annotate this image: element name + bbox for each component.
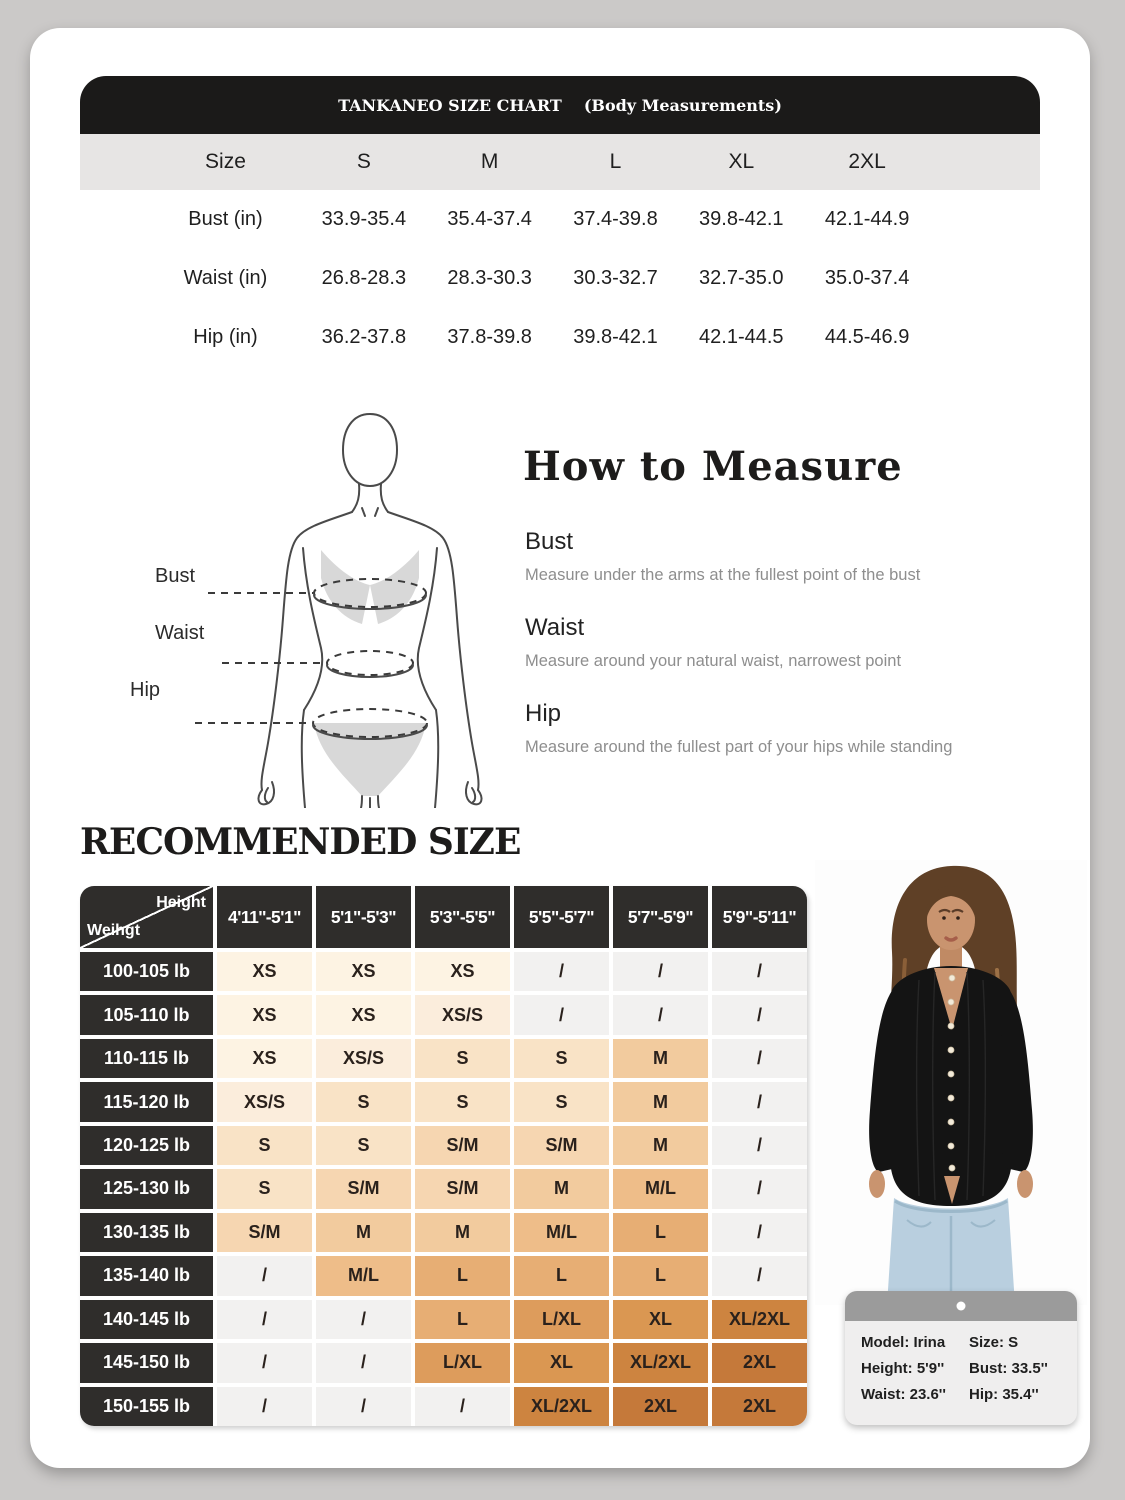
weight-row-header: 110-115 lb (80, 1039, 213, 1078)
measure-item (525, 700, 1025, 757)
measurement-value: 26.8-28.3 (321, 267, 407, 289)
measurement-value: 37.8-39.8 (447, 326, 532, 348)
measurement-value: 32.7-35.0 (699, 267, 784, 289)
size-recommendation-cell: L/XL (514, 1300, 609, 1339)
size-chart-column-header: 2XL (848, 150, 886, 173)
measure-item (525, 614, 1025, 671)
size-chart-column-header: Size (205, 150, 246, 173)
size-recommendation-cell: XL (514, 1343, 609, 1382)
size-recommendation-cell: XL/2XL (613, 1343, 708, 1382)
measurement-value: 44.5-46.9 (824, 326, 910, 348)
measure-item-name: Bust (525, 528, 574, 555)
size-recommendation-cell: / (217, 1256, 312, 1295)
figure-label-bust: Bust (155, 565, 196, 587)
table-corner-cell (80, 886, 213, 948)
model-info-row (861, 1360, 1061, 1377)
size-recommendation-cell: S (415, 1039, 510, 1078)
size-recommendation-cell: L (514, 1256, 609, 1295)
size-recommendation-cell: S (514, 1039, 609, 1078)
measure-item-description: Measure around your natural waist, narrowest point (525, 652, 902, 670)
size-recommendation-cell: S (514, 1082, 609, 1121)
size-recommendation-cell: / (712, 1213, 807, 1252)
weight-row-header: 140-145 lb (80, 1300, 213, 1339)
measurement-value: 28.3-30.3 (447, 267, 532, 289)
measurement-value: 39.8-42.1 (573, 326, 658, 348)
measurement-value: 39.8-42.1 (699, 208, 784, 230)
size-recommendation-cell: S/M (415, 1169, 510, 1208)
measurement-row-label: Bust (in) (188, 208, 263, 230)
size-recommendation-cell: S (217, 1169, 312, 1208)
size-recommendation-cell: / (712, 1126, 807, 1165)
measurement-row-label: Waist (in) (183, 267, 268, 289)
measure-item-description: Measure around the fullest part of your hips while standing (525, 738, 953, 756)
figure-label-waist: Waist (155, 622, 205, 644)
size-chart-row (80, 308, 1040, 367)
model-info-item: Size: S (969, 1334, 1019, 1351)
size-chart-title-bar (80, 76, 1040, 134)
size-recommendation-cell: / (514, 952, 609, 991)
model-info-item: Model: Irina (861, 1334, 946, 1351)
size-recommendation-cell: XS (217, 995, 312, 1034)
size-recommendation-cell: L/XL (415, 1343, 510, 1382)
measurement-value: 33.9-35.4 (321, 208, 407, 230)
corner-weight-label: Weihgt (87, 922, 141, 939)
size-recommendation-cell: 2XL (712, 1343, 807, 1382)
size-chart-subtitle: (Body Measurements) (583, 95, 782, 115)
size-recommendation-cell: S/M (316, 1169, 411, 1208)
model-info-body (845, 1321, 1077, 1403)
size-recommendation-cell: / (712, 952, 807, 991)
size-recommendation-cell: M (316, 1213, 411, 1252)
size-recommendation-cell: S/M (415, 1126, 510, 1165)
size-recommendation-cell: / (316, 1387, 411, 1426)
measurement-value: 42.1-44.9 (824, 208, 910, 230)
size-chart-column-header: L (609, 150, 622, 173)
tag-hole-icon (957, 1302, 966, 1311)
measurement-value: 37.4-39.8 (573, 208, 658, 230)
size-recommendation-cell: / (415, 1387, 510, 1426)
model-info-row (861, 1334, 1061, 1351)
size-recommendation-cell: XS (316, 995, 411, 1034)
size-recommendation-cell: XL/2XL (712, 1300, 807, 1339)
size-chart-body (80, 190, 1040, 367)
size-recommendation-cell: M/L (316, 1256, 411, 1295)
weight-row-header: 105-110 lb (80, 995, 213, 1034)
weight-row-header: 150-155 lb (80, 1387, 213, 1426)
size-recommendation-cell: / (712, 1082, 807, 1121)
size-recommendation-cell: 2XL (613, 1387, 708, 1426)
size-chart-column-header: S (356, 150, 371, 173)
size-recommendation-cell: / (316, 1343, 411, 1382)
model-info-item: Hip: 35.4'' (969, 1386, 1039, 1403)
size-recommendation-cell: / (613, 952, 708, 991)
measurement-value: 42.1-44.5 (699, 326, 784, 348)
size-recommendation-cell: L (613, 1213, 708, 1252)
body-measurement-figure (100, 408, 500, 808)
recommended-size-heading: RECOMMENDED SIZE (80, 821, 521, 863)
weight-row-header: 115-120 lb (80, 1082, 213, 1121)
height-column-header: 5'9"-5'11" (712, 886, 807, 948)
weight-row-header: 125-130 lb (80, 1169, 213, 1208)
size-chart-row (80, 249, 1040, 308)
weight-row-header: 100-105 lb (80, 952, 213, 991)
size-recommendation-cell: XL (613, 1300, 708, 1339)
size-recommendation-cell: / (712, 1039, 807, 1078)
measurement-value: 30.3-32.7 (573, 267, 658, 289)
height-column-header: 4'11''-5'1" (217, 886, 312, 948)
size-recommendation-cell: XS/S (217, 1082, 312, 1121)
size-recommendation-cell: / (712, 1256, 807, 1295)
model-info-header (845, 1291, 1077, 1321)
measurement-value: 35.0-37.4 (824, 267, 910, 289)
size-recommendation-cell: XS (217, 1039, 312, 1078)
size-recommendation-cell: XS (415, 952, 510, 991)
size-recommendation-cell: / (514, 995, 609, 1034)
size-chart-column-header: XL (728, 150, 755, 173)
size-recommendation-cell: XS (316, 952, 411, 991)
size-recommendation-cell: L (415, 1256, 510, 1295)
measurement-value: 35.4-37.4 (447, 208, 532, 230)
size-recommendation-cell: L (613, 1256, 708, 1295)
height-column-header: 5'3"-5'5" (415, 886, 510, 948)
measurement-row-label: Hip (in) (193, 326, 258, 348)
height-column-header: 5'5"-5'7" (514, 886, 609, 948)
size-recommendation-cell: S (217, 1126, 312, 1165)
model-info-item: Height: 5'9'' (861, 1360, 945, 1377)
figure-label-hip: Hip (130, 679, 161, 701)
weight-row-header: 145-150 lb (80, 1343, 213, 1382)
size-recommendation-cell: M (613, 1039, 708, 1078)
size-recommendation-cell: XS/S (316, 1039, 411, 1078)
size-chart-column-header: M (480, 150, 499, 173)
measurement-value: 36.2-37.8 (321, 326, 407, 348)
measure-item-description: Measure under the arms at the fullest point of the bust (525, 566, 921, 584)
size-recommendation-cell: M (613, 1082, 708, 1121)
size-recommendation-cell: / (316, 1300, 411, 1339)
size-recommendation-cell: S (316, 1082, 411, 1121)
size-recommendation-cell: S/M (217, 1213, 312, 1252)
size-recommendation-cell: M (415, 1213, 510, 1252)
model-photo (815, 860, 1087, 1305)
weight-row-header: 135-140 lb (80, 1256, 213, 1295)
corner-height-label: Height (156, 894, 206, 911)
model-info-row (861, 1386, 1061, 1403)
size-recommendation-cell: 2XL (712, 1387, 807, 1426)
size-recommendation-cell: S (316, 1126, 411, 1165)
height-column-header: 5'1"-5'3" (316, 886, 411, 948)
size-chart-header-row (80, 134, 1040, 190)
model-info-item: Bust: 33.5'' (969, 1360, 1048, 1377)
how-to-measure-heading: How to Measure (523, 443, 903, 490)
measure-item-name: Hip (525, 700, 562, 727)
size-chart-title: TANKANEO SIZE CHART (338, 95, 562, 115)
size-recommendation-cell: / (613, 995, 708, 1034)
size-recommendation-cell: / (217, 1343, 312, 1382)
size-recommendation-cell: / (712, 1169, 807, 1208)
size-recommendation-cell: S/M (514, 1126, 609, 1165)
model-info-item: Waist: 23.6'' (861, 1386, 946, 1403)
weight-row-header: 130-135 lb (80, 1213, 213, 1252)
size-recommendation-cell: XL/2XL (514, 1387, 609, 1426)
content-card (30, 28, 1090, 1468)
size-recommendation-cell: / (217, 1387, 312, 1426)
measure-item-name: Waist (525, 614, 585, 641)
measure-item (525, 528, 1025, 585)
size-recommendation-cell: M/L (514, 1213, 609, 1252)
size-recommendation-cell: XS/S (415, 995, 510, 1034)
size-recommendation-cell: M (613, 1126, 708, 1165)
size-recommendation-cell: S (415, 1082, 510, 1121)
model-info-card (845, 1291, 1077, 1425)
size-recommendation-cell: L (415, 1300, 510, 1339)
size-chart-row (80, 190, 1040, 249)
size-recommendation-cell: / (712, 995, 807, 1034)
size-recommendation-cell: M/L (613, 1169, 708, 1208)
height-column-header: 5'7"-5'9" (613, 886, 708, 948)
recommended-table (80, 886, 807, 1426)
size-recommendation-cell: M (514, 1169, 609, 1208)
measure-list (525, 528, 1025, 786)
size-recommendation-cell: / (217, 1300, 312, 1339)
size-recommendation-cell: XS (217, 952, 312, 991)
weight-row-header: 120-125 lb (80, 1126, 213, 1165)
